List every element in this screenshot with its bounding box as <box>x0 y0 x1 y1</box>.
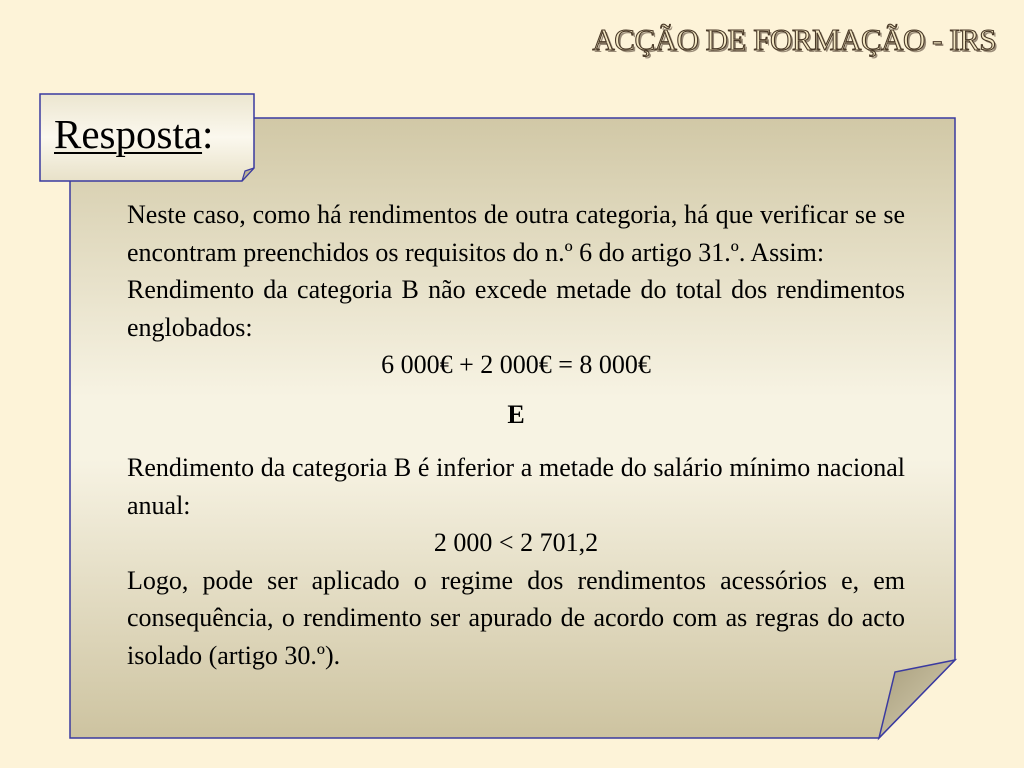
paragraph-intro: Neste caso, como há rendimentos de outra categoria, há que verificar se se encontram preenchidos os requisitos do n.º 6 do artigo 31.º. Assim: <box>127 200 905 267</box>
answer-content <box>127 196 905 674</box>
paragraph-condition-1: Rendimento da categoria B não excede metade do total dos rendimentos englobados: <box>127 275 905 342</box>
conjunction-e: E <box>507 399 525 429</box>
slide-header-title: ACÇÃO DE FORMAÇÃO - IRS <box>592 22 996 57</box>
formula-total: 6 000€ + 2 000€ = 8 000€ <box>381 350 651 379</box>
formula-comparison: 2 000 < 2 701,2 <box>433 528 599 557</box>
response-label-word: Resposta <box>54 111 203 157</box>
response-label-colon: : <box>202 111 214 157</box>
response-label <box>54 108 213 160</box>
paragraph-conclusion: Logo, pode ser aplicado o regime dos rendimentos acessórios e, em consequência, o rendimento ser apurado de acordo com as regras do acto isolado (artigo 30.º). <box>127 565 905 670</box>
paragraph-condition-2: Rendimento da categoria B é inferior a metade do salário mínimo nacional anual: <box>127 453 905 520</box>
